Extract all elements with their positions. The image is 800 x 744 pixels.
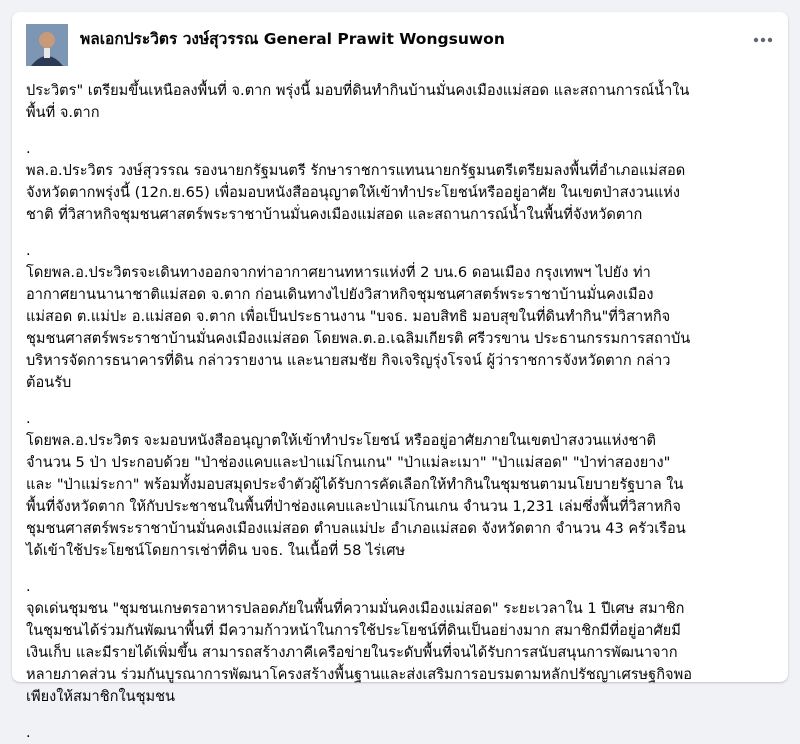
post-line: โดยพล.อ.ประวิตรจะเดินทางออกจากท่าอากาศยานทหารแห่งที่ 2 บน.6 ดอนเมือง กรุงเทพฯ ไปยัง ท่า <box>26 264 651 281</box>
post-line: ประวิตร" เตรียมขึ้นเหนือลงพื้นที่ จ.ตาก พรุ่งนี้ มอบที่ดินทำกินบ้านมั่นคงเมืองแม่สอด และสถานการณ์น้ำใน <box>26 82 690 99</box>
post-line: จังหวัดตากพรุ่งนี้ (12ก.ย.65) เพื่อมอบหนังสืออนุญาตให้เข้าทำประโยชน์หรืออยู่อาศัย ในเขตป่าสงวนแห่ง <box>26 184 681 201</box>
post-line: พื้นที่จังหวัดตาก ให้กับประชาชนในพื้นที่ป่าช่องแคบและป่าแม่โกนเกน จำนวน 1,231 เล่มซึ่งพื้นที่วิสาหกิจ <box>26 498 681 515</box>
author-name[interactable]: พลเอกประวิตร วงษ์สุวรรณ General Prawit Wongsuwon <box>80 30 505 48</box>
post-line: พื้นที่ จ.ตาก <box>26 104 100 121</box>
post-line: ในชุมชนได้ร่วมกันพัฒนาพื้นที่ มีความก้าวหน้าในการใช้ประโยชน์ที่ดินเป็นอย่างมาก สมาชิกมีที่อยู่อาศัยมี <box>26 622 681 639</box>
more-options-button[interactable] <box>750 30 776 50</box>
post-line: บริหารจัดการธนาคารที่ดิน กล่าวรายงาน และนายสมชัย กิจเจริญรุ่งโรจน์ ผู้ว่าราชการจังหวัดตาก กล่าว <box>26 352 671 369</box>
more-horizontal-icon <box>753 37 773 43</box>
paragraph-separator: . <box>26 140 31 157</box>
post-line: อากาศยานนานาชาติแม่สอด จ.ตาก ก่อนเดินทางไปยังวิสาหกิจชุมชนศาสตร์พระราชาบ้านมั่นคงเมือง <box>26 286 654 303</box>
post-paragraph <box>26 160 778 226</box>
paragraph-separator: . <box>26 724 31 741</box>
post-paragraph <box>26 598 778 708</box>
post-line: พล.อ.ประวิตร วงษ์สุวรรณ รองนายกรัฐมนตรี รักษาราชการแทนนายกรัฐมนตรีเตรียมลงพื้นที่อำเภอแม่สอด <box>26 162 686 179</box>
post-line: และ "ป่าแม่ระกา" พร้อมทั้งมอบสมุดประจำตัวผู้ได้รับการคัดเลือกให้ทำกินในชุมชนตามนโยบายรัฐบาล ใน <box>26 476 684 493</box>
post-body <box>26 80 778 744</box>
post-card <box>12 12 788 741</box>
post-line: ชาติ ที่วิสาหกิจชุมชนศาสตร์พระราชาบ้านมั่นคงเมืองแม่สอด และสถานการณ์น้ำในพื้นที่จังหวัดตาก <box>26 206 643 223</box>
post-line: โดยพล.อ.ประวิตร จะมอบหนังสืออนุญาตให้เข้าทำประโยชน์ หรืออยู่อาศัยภายในเขตป่าสงวนแห่งชาติ <box>26 432 657 449</box>
post-line: จุดเด่นชุมชน "ชุมชนเกษตรอาหารปลอดภัยในพื้นที่ความมั่นคงเมืองแม่สอด" ระยะเวลาใน 1 ปีเศษ สมาชิก <box>26 600 685 617</box>
post-line: ชุมชนศาสตร์พระราชาบ้านมั่นคงเมืองแม่สอด ตำบลแม่ปะ อำเภอแม่สอด จังหวัดตาก จำนวน 43 ครัวเรือน <box>26 520 686 537</box>
post-line: แม่สอด ต.แม่ปะ อ.แม่สอด จ.ตาก เพื่อเป็นประธานงาน "บจธ. มอบสิทธิ มอบสุขในที่ดินทำกิน"ที่วิสาหกิจ <box>26 308 671 325</box>
post-header <box>26 24 776 68</box>
post-paragraph <box>26 430 778 562</box>
post-line: ต้อนรับ <box>26 374 72 391</box>
post-line: ได้เข้าใช้ประโยชน์โดยการเช่าที่ดิน บจธ. ในเนื้อที่ 58 ไร่เศษ <box>26 542 406 559</box>
post-line: หลายภาคส่วน ร่วมกันบูรณาการพัฒนาโครงสร้างพื้นฐานและส่งเสริมการอบรมตามหลักปรัชญาเศรษฐกิจพอ <box>26 666 692 683</box>
paragraph-separator: . <box>26 242 31 259</box>
post-line: เงินเก็บ และมีรายได้เพิ่มขึ้น สามารถสร้างภาคีเครือข่ายในระดับพื้นที่จนได้รับการสนับสนุนการพัฒนาจาก <box>26 644 678 661</box>
author-avatar[interactable] <box>26 24 68 66</box>
post-line: เพียงให้สมาชิกในชุมชน <box>26 688 176 705</box>
person-icon <box>26 24 68 66</box>
paragraph-separator: . <box>26 410 31 427</box>
paragraph-separator: . <box>26 578 31 595</box>
post-paragraph <box>26 262 778 394</box>
post-paragraph <box>26 80 778 124</box>
post-line: ชุมชนศาสตร์พระราชาบ้านมั่นคงเมืองแม่สอด โดยพล.ต.อ.เฉลิมเกียรติ ศรีวรขาน ประธานกรรมการสถาบัน <box>26 330 691 347</box>
post-line: จำนวน 5 ป่า ประกอบด้วย "ป่าช่องแคบและป่าแม่โกนเกน" "ป่าแม่ละเมา" "ป่าแม่สอด" "ป่าท่าสองยาง" <box>26 454 671 471</box>
